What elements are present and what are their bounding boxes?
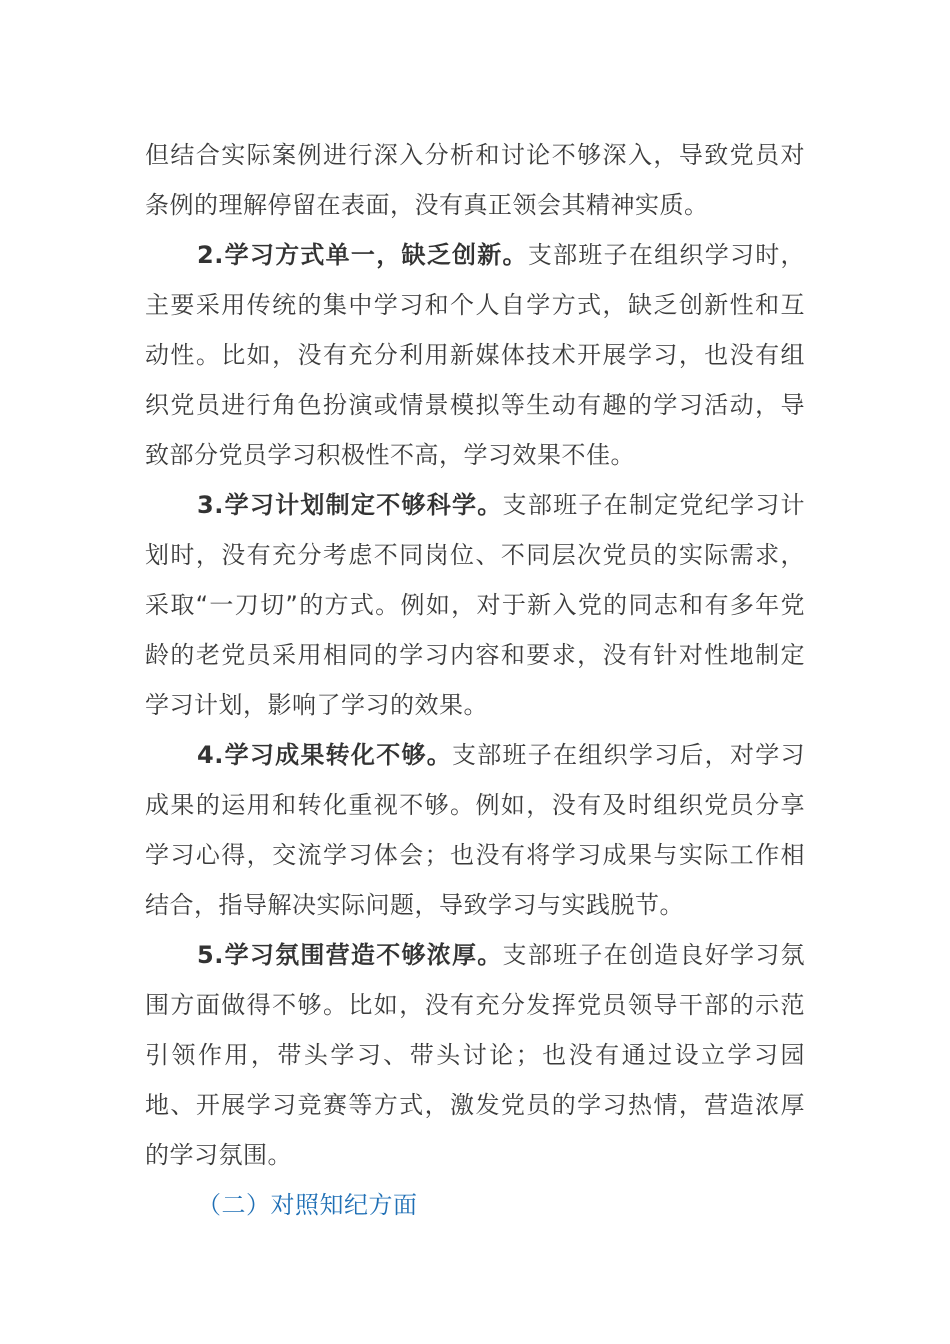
item-paragraph-4 xyxy=(145,730,805,930)
item-paragraph-3 xyxy=(145,480,805,730)
item-body-2: 支部班子在组织学习时，主要采用传统的集中学习和个人自学方式，缺乏创新性和互动性。比如，没有充分利用新媒体技术开展学习，也没有组织党员进行角色扮演或情景模拟等生动有趣的学习活动，导致部分党员学习积极性不高，学习效果不佳。 xyxy=(145,241,805,469)
item-body-4: 支部班子在组织学习后，对学习成果的运用和转化重视不够。例如，没有及时组织党员分享学习心得，交流学习体会；也没有将学习成果与实际工作相结合，指导解决实际问题，导致学习与实践脱节。 xyxy=(145,741,805,919)
item-body-3: 支部班子在制定党纪学习计划时，没有充分考虑不同岗位、不同层次党员的实际需求，采取“一刀切”的方式。例如，对于新入党的同志和有多年党龄的老党员采用相同的学习内容和要求，没有针对性地制定学习计划，影响了学习的效果。 xyxy=(145,491,805,719)
item-lead-3: 3.学习计划制定不够科学。 xyxy=(197,491,503,519)
section-heading: （二）对照知纪方面 xyxy=(197,1191,418,1219)
item-body-5: 支部班子在创造良好学习氛围方面做得不够。比如，没有充分发挥党员领导干部的示范引领作用，带头学习、带头讨论；也没有通过设立学习园地、开展学习竞赛等方式，激发党员的学习热情，营造浓厚的学习氛围。 xyxy=(145,941,805,1169)
intro-paragraph: 但结合实际案例进行深入分析和讨论不够深入，导致党员对条例的理解停留在表面，没有真正领会其精神实质。 xyxy=(145,141,805,219)
item-paragraph-2 xyxy=(145,230,805,480)
item-lead-2: 2.学习方式单一，缺乏创新。 xyxy=(197,241,528,269)
item-paragraph-5 xyxy=(145,930,805,1180)
item-lead-4: 4.学习成果转化不够。 xyxy=(197,741,452,769)
item-lead-5: 5.学习氛围营造不够浓厚。 xyxy=(197,941,503,969)
